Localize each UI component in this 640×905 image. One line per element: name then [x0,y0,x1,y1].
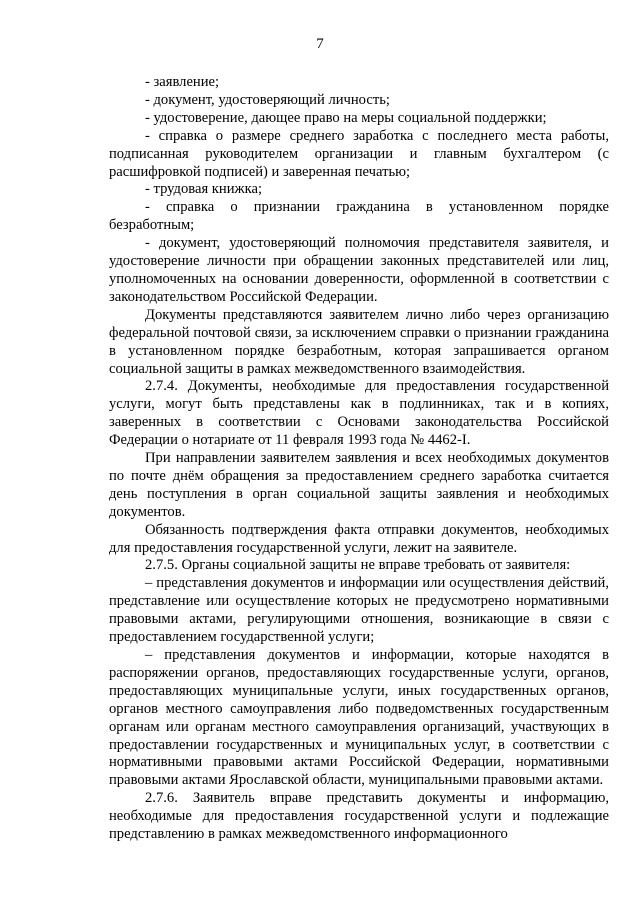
paragraph-2-7-6: 2.7.6. Заявитель вправе представить документы и информацию, необходимые для предоставления государственной услуги и подлежащие представлению в рамках межведомственного информационного [109,790,609,843]
list-item-identity-document: - документ, удостоверяющий личность; [145,91,390,108]
list-item-salary-statement: - справка о размере среднего заработка с последнего места работы, подписанная руководителем организации и главным бухгалтером (с расшифровкой подписей) и заверенная печатью; [109,127,609,180]
list-item-unemployment-certificate: - справка о признании гражданина в установленном порядке безработным; [109,199,609,234]
paragraph-proof-of-sending: Обязанность подтверждения факта отправки документов, необходимых для предоставления государственной услуги, лежит на заявителе. [109,521,609,556]
paragraph-2-7-5: 2.7.5. Органы социальной защиты не вправе требовать от заявителя: [145,557,571,574]
list-item-social-support-certificate: - удостоверение, дающее право на меры социальной поддержки; [145,109,547,126]
page-number: 7 [316,36,324,52]
paragraph-postal-submission: При направлении заявителем заявления и всех необходимых документов по почте днём обращения за предоставлением среднего заработка считается день поступления в орган социальной защиты заявления и необходимых документов. [109,450,609,520]
body-text [109,74,609,844]
paragraph-submission-method: Документы представляются заявителем лично либо через организацию федеральной почтовой связи, за исключением справки о признании гражданина в установленном порядке безработным, которая запрашивается органом социальной защиты в рамках межведомственного взаимодействия. [109,306,609,377]
list-item-prohibited-documents: – представления документов и информации, которые находятся в распоряжении органов, предоставляющих государственные услуги, органов, предоставляющих муниципальные услуги, иных государственных органов, органов местного самоуправления либо подведомственных государственным органам или органам местного самоуправления организаций, участвующих в предоставлении государственных и муниципальных услуг, в соответствии с нормативными правовыми актами Российской Федерации, нормативными правовыми актами Ярославской области, муниципальными правовыми актами. [109,647,609,789]
paragraph-2-7-4: 2.7.4. Документы, необходимые для предоставления государственной услуги, могут быть представлены как в подлинниках, так и в копиях, заверенных в соответствии с Основами законодательства Российской Федерации о нотариате от 11 февраля 1993 года № 4462-I. [109,378,609,449]
list-item-employment-record: - трудовая книжка; [145,181,262,198]
list-item-application: - заявление; [145,74,220,90]
list-item-prohibited-actions: – представления документов и информации или осуществления действий, представление или осуществление которых не предусмотрено нормативными правовыми актами, регулирующими отношения, возникающие в связи с предоставлением государственной услуги; [109,575,609,646]
list-item-representative-authority: - документ, удостоверяющий полномочия представителя заявителя, и удостоверение личности при обращении законных представителей или лиц, уполномоченных на основании доверенности, оформленной в соответствии с законодательством Российской Федерации. [109,235,609,305]
